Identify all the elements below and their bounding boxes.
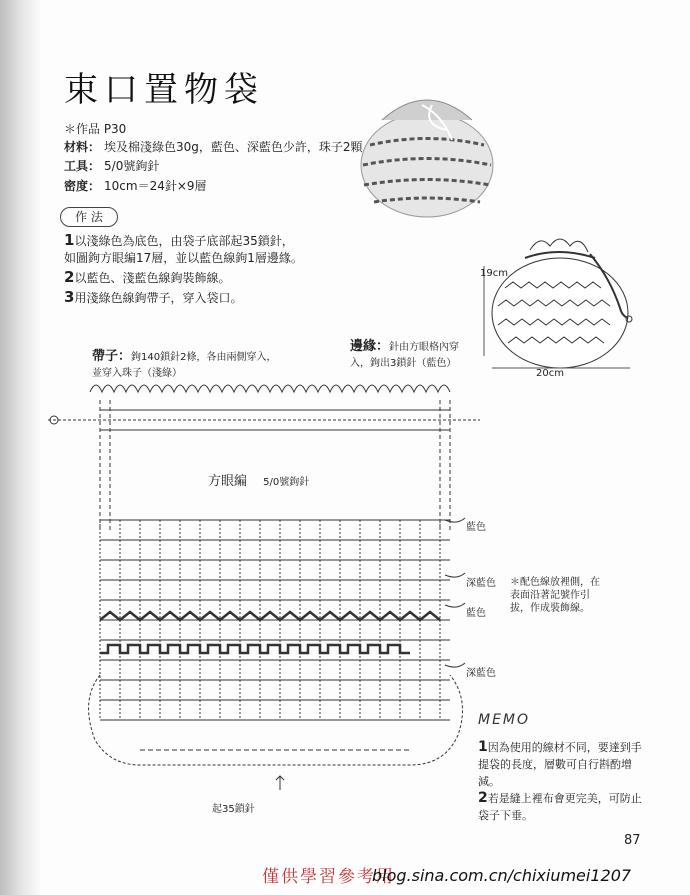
edge-note-cont: 入，鉤出3鎖針（藍色） — [350, 358, 457, 369]
color-label-blue-2: 藍色 — [466, 608, 486, 619]
memo-text: 若是縫上裡布會更完美，可防止袋子下垂。 — [478, 792, 642, 822]
edge-annotation — [350, 335, 459, 369]
watermark-url: blog.sina.com.cn/chixiumei1207 — [372, 866, 632, 885]
mesh-label — [208, 470, 309, 489]
step-3 — [64, 289, 242, 307]
height-dimension: 19cm — [480, 268, 508, 279]
page-title: 束口置物袋 — [64, 70, 264, 110]
width-dimension: 20cm — [536, 368, 564, 379]
method-heading: 作 法 — [60, 207, 118, 227]
note-line-2: 表面沿著記號作引 — [510, 590, 590, 601]
step-text: 用淺綠色線鉤帶子，穿入袋口。 — [74, 291, 243, 305]
materials-value: 埃及棉淺綠色30g，藍色、深藍色少許，珠子2顆 — [104, 140, 363, 154]
strap-title: 帶子： — [92, 349, 132, 364]
step-text: 以淺綠色為底色，由袋子底部起35鎖針， — [74, 234, 294, 248]
memo-item-2 — [478, 790, 648, 824]
tools-value: 5/0號鉤針 — [104, 159, 160, 173]
step-number: 2 — [64, 268, 75, 286]
memo-number: 1 — [478, 739, 488, 755]
edge-note: 針由方眼格內穿 — [389, 342, 460, 353]
page-number: 87 — [624, 833, 641, 848]
step-number: 1 — [64, 231, 75, 249]
note-line-3: 拔，作成裝飾線。 — [510, 603, 590, 614]
step-text: 以藍色、淺藍色線鉤裝飾線。 — [74, 271, 231, 285]
mesh-stitch-name: 方眼編 — [208, 474, 248, 489]
memo-text: 因為使用的線材不同，要達到手提袋的長度，層數可自行斟酌增減。 — [478, 741, 642, 788]
edge-title: 邊緣： — [350, 339, 390, 354]
step-2 — [64, 269, 230, 287]
materials-row — [64, 138, 363, 155]
color-label-darkblue-2: 深藍色 — [466, 668, 496, 679]
step-text-cont: 如圖鉤方眼編17層，並以藍色線鉤1層邊緣。 — [64, 251, 303, 265]
materials-label: 材料： — [64, 140, 101, 154]
note-line-1: ＊配色線放裡側，在 — [510, 577, 600, 588]
strap-note-cont: 並穿入珠子（淺綠） — [92, 368, 182, 379]
memo-number: 2 — [478, 790, 488, 806]
gauge-label: 密度： — [64, 179, 101, 193]
tools-label: 工具： — [64, 159, 101, 173]
watermark-text: 僅供學習參考用 — [262, 867, 395, 887]
color-label-blue-1: 藍色 — [466, 522, 486, 533]
book-spine-shadow — [0, 0, 40, 895]
gauge-value: 10cm＝24針×9層 — [104, 179, 207, 193]
crochet-chart — [40, 370, 480, 820]
step-1 — [64, 232, 303, 267]
memo-heading: MEMO — [478, 712, 531, 728]
step-number: 3 — [64, 288, 75, 306]
color-label-darkblue-1: 深藍色 — [466, 578, 496, 589]
bag-illustration — [470, 228, 640, 388]
work-reference: ＊作品 P30 — [64, 122, 127, 136]
mesh-hook-size: 5/0號鉤針 — [263, 477, 310, 488]
gauge-row — [64, 177, 207, 194]
start-chain-label: 起35鎖針 — [212, 804, 255, 815]
color-line-note — [510, 576, 600, 615]
memo-item-1 — [478, 739, 648, 790]
strap-note: 鉤140鎖針2條，各由兩側穿入， — [131, 352, 277, 363]
tools-row — [64, 157, 159, 174]
product-photo — [352, 70, 502, 220]
